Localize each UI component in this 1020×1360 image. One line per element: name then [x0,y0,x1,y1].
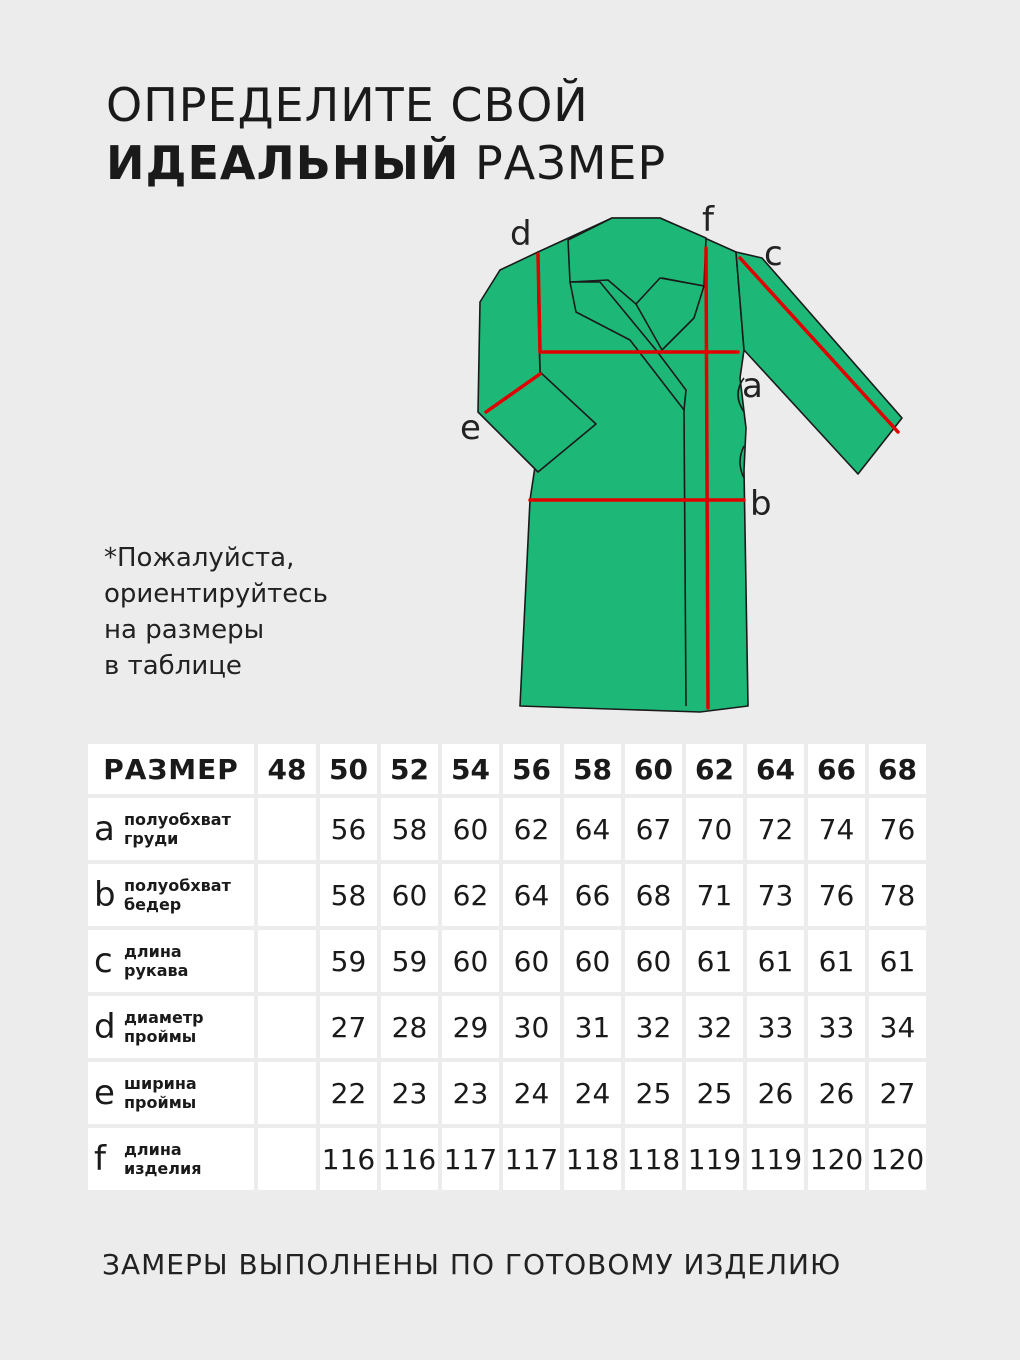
value-cell: 60 [381,864,438,926]
note-line: в таблице [104,651,242,681]
size-header: 66 [808,744,865,794]
value-cell: 119 [686,1128,743,1190]
value-cell: 24 [564,1062,621,1124]
value-cell: 60 [503,930,560,992]
value-cell: 61 [869,930,926,992]
param-cell [88,798,254,860]
value-cell: 25 [686,1062,743,1124]
size-table [84,740,930,1194]
param-letter: e [94,1073,115,1113]
value-cell: 76 [808,864,865,926]
value-cell: 60 [442,930,499,992]
right-sleeve [736,252,902,474]
size-header: 58 [564,744,621,794]
value-cell [258,1128,316,1190]
param-name: полуобхват [124,810,231,829]
size-header: 54 [442,744,499,794]
value-cell: 22 [320,1062,377,1124]
size-header: 48 [258,744,316,794]
param-letter: f [94,1139,106,1179]
param-letter: a [94,809,115,849]
value-cell: 58 [381,798,438,860]
value-cell: 60 [442,798,499,860]
value-cell: 60 [564,930,621,992]
param-name: ширина [124,1074,197,1093]
param-name: бедер [124,895,182,914]
value-cell: 23 [381,1062,438,1124]
value-cell: 78 [869,864,926,926]
table-row [88,864,926,926]
table-row [88,930,926,992]
value-cell: 33 [808,996,865,1058]
measure-line-d [538,254,540,352]
note-line: *Пожалуйста, [104,543,295,573]
table-row [88,1128,926,1190]
param-name: проймы [124,1027,197,1046]
title-rest-word: РАЗМЕР [475,136,667,190]
value-cell: 119 [747,1128,804,1190]
param-cell [88,930,254,992]
value-cell: 56 [320,798,377,860]
value-cell: 59 [381,930,438,992]
param-name: длина [124,1140,182,1159]
label-c: c [764,234,783,274]
param-letter: d [94,1007,116,1047]
value-cell: 117 [503,1128,560,1190]
value-cell: 61 [808,930,865,992]
value-cell [258,996,316,1058]
value-cell [258,930,316,992]
param-name: длина [124,942,182,961]
value-cell: 70 [686,798,743,860]
param-name: диаметр [124,1008,204,1027]
value-cell: 120 [808,1128,865,1190]
size-header: 62 [686,744,743,794]
label-b: b [750,484,772,524]
value-cell: 61 [747,930,804,992]
value-cell: 68 [625,864,682,926]
title-line-1: ОПРЕДЕЛИТЕ СВОЙ [106,78,589,132]
size-header: 52 [381,744,438,794]
header-row [88,744,926,794]
table-row [88,1062,926,1124]
value-cell: 66 [564,864,621,926]
value-cell: 117 [442,1128,499,1190]
footer-text: ЗАМЕРЫ ВЫПОЛНЕНЫ ПО ГОТОВОМУ ИЗДЕЛИЮ [102,1248,842,1281]
value-cell: 32 [625,996,682,1058]
value-cell: 118 [625,1128,682,1190]
param-name: проймы [124,1093,197,1112]
table-row [88,996,926,1058]
param-cell [88,1062,254,1124]
value-cell: 60 [625,930,682,992]
value-cell: 27 [869,1062,926,1124]
param-name: полуобхват [124,876,231,895]
size-note [104,540,328,684]
value-cell: 33 [747,996,804,1058]
value-cell: 24 [503,1062,560,1124]
value-cell: 26 [747,1062,804,1124]
label-f: f [702,200,714,240]
value-cell: 28 [381,996,438,1058]
param-name: изделия [124,1159,202,1178]
param-name: груди [124,829,179,848]
size-header: 64 [747,744,804,794]
header-label: РАЗМЕР [88,744,254,794]
value-cell: 27 [320,996,377,1058]
value-cell: 29 [442,996,499,1058]
value-cell [258,864,316,926]
value-cell [258,1062,316,1124]
label-d: d [510,214,532,254]
value-cell: 64 [503,864,560,926]
label-a: a [742,366,763,406]
param-name: рукава [124,961,189,980]
size-header: 56 [503,744,560,794]
value-cell: 26 [808,1062,865,1124]
value-cell [258,798,316,860]
measure-line-f [706,248,708,708]
value-cell: 62 [503,798,560,860]
value-cell: 71 [686,864,743,926]
value-cell: 61 [686,930,743,992]
param-cell [88,1128,254,1190]
value-cell: 74 [808,798,865,860]
note-line: ориентируйтесь [104,579,328,609]
label-e: e [460,408,481,448]
value-cell: 76 [869,798,926,860]
value-cell: 62 [442,864,499,926]
value-cell: 30 [503,996,560,1058]
size-header: 68 [869,744,926,794]
value-cell: 59 [320,930,377,992]
param-cell [88,864,254,926]
value-cell: 116 [320,1128,377,1190]
value-cell: 72 [747,798,804,860]
value-cell: 120 [869,1128,926,1190]
value-cell: 64 [564,798,621,860]
value-cell: 116 [381,1128,438,1190]
value-cell: 23 [442,1062,499,1124]
size-header: 60 [625,744,682,794]
note-line: на размеры [104,615,265,645]
value-cell: 32 [686,996,743,1058]
value-cell: 118 [564,1128,621,1190]
value-cell: 31 [564,996,621,1058]
param-letter: c [94,941,113,981]
value-cell: 25 [625,1062,682,1124]
table-row [88,798,926,860]
param-cell [88,996,254,1058]
param-letter: b [94,875,116,915]
value-cell: 73 [747,864,804,926]
value-cell: 67 [625,798,682,860]
value-cell: 34 [869,996,926,1058]
title-bold-word: ИДЕАЛЬНЫЙ [106,136,460,190]
value-cell: 58 [320,864,377,926]
size-header: 50 [320,744,377,794]
